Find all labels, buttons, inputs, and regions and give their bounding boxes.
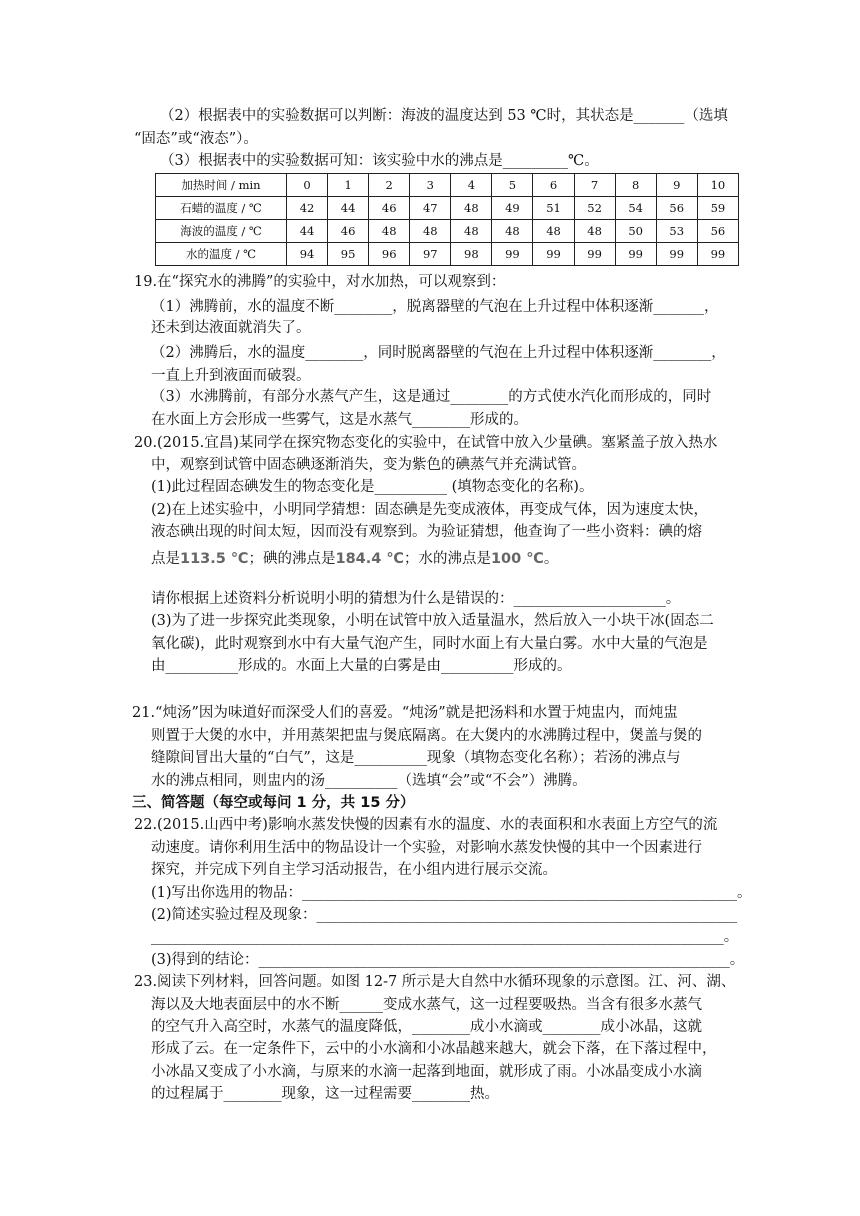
table-cell: 99	[615, 243, 656, 266]
q21-line3: 缝隙间冒出大量的“白气”，这是__________现象（填物态变化名称）；若汤的沸点与	[151, 750, 681, 766]
q18-part2-cont: “固态”或“液态”）。	[134, 131, 258, 147]
table-cell: 加热时间 / min	[156, 174, 287, 197]
table-cell: 48	[369, 220, 410, 243]
table-cell: 51	[533, 197, 574, 220]
table-cell: 48	[492, 220, 533, 243]
q23-line2: 海以及大地表面层中的水不断______变成水蒸气，这一过程要吸热。当含有很多水蒸气	[151, 997, 702, 1013]
text-span: ；碘的沸点是	[248, 551, 336, 567]
table-row	[156, 243, 739, 266]
table-cell: 48	[574, 220, 615, 243]
table-cell: 5	[492, 174, 533, 197]
q19-part2: （2）沸腾后，水的温度________，同时脱离器壁的气泡在上升过程中体积逐渐________，	[151, 345, 726, 361]
q22-line1: 22.(2015.山西中考)影响水蒸发快慢的因素有水的温度、水的表面积和水表面上方空气的流	[134, 817, 718, 833]
q20-part1: (1)此过程固态碘发生的物态变化是__________ (填物态变化的名称)。	[151, 479, 594, 495]
q20-part2-question: 请你根据上述资料分析说明小明的猜想为什么是错误的：_____________________。	[151, 591, 681, 607]
q23-line1: 23.阅读下列材料，回答问题。如图 12-7 所示是大自然中水循环现象的示意图。江、河、湖、	[134, 974, 736, 990]
table-cell: 99	[656, 243, 697, 266]
table-cell: 8	[615, 174, 656, 197]
q20-stem-cont: 中，观察到试管中固态碘逐渐消失，变为紫色的碘蒸气并充满试管。	[151, 457, 586, 473]
q20-part3-cont: 氧化碳)，此时观察到水中有大量气泡产生，同时水面上有大量白雾。水中大量的气泡是	[151, 636, 708, 652]
text-span: ；水的沸点是	[403, 551, 491, 567]
text-span: 。	[543, 551, 559, 567]
q20-part3: (3)为了进一步探究此类现象，小明在试管中放入适量温水，然后放入一小块干冰(固态二	[151, 613, 714, 629]
boiling-point-value: 184.4 ℃	[335, 551, 404, 567]
table-cell: 石蜡的温度 / ℃	[156, 197, 287, 220]
q20-part2-cont: 液态碘出现的时间太短，因而没有观察到。为验证猜想，他查询了一些小资料：碘的熔	[151, 524, 702, 540]
table-cell: 48	[533, 220, 574, 243]
q20-part3-cont2: 由__________形成的。水面上大量的白雾是由__________形成的。	[151, 658, 572, 674]
q18-part3: （3）根据表中的实验数据可知：该实验中水的沸点是_________℃。	[160, 153, 599, 169]
table-cell: 3	[410, 174, 451, 197]
q19-part1-cont: 还未到达液面就消失了。	[151, 320, 311, 336]
table-cell: 99	[533, 243, 574, 266]
table-cell: 54	[615, 197, 656, 220]
table-cell: 94	[287, 243, 328, 266]
table-cell: 47	[410, 197, 451, 220]
table-cell: 44	[287, 220, 328, 243]
q21-line2: 则置于大煲的水中，并用蒸架把盅与煲底隔离。在大煲内的水沸腾过程中，煲盖与煲的	[151, 728, 702, 744]
table-cell: 46	[369, 197, 410, 220]
table-cell: 49	[492, 197, 533, 220]
q22-line2: 动速度。请你利用生活中的物品设计一个实验，对影响水蒸发快慢的其中一个因素进行	[151, 840, 702, 856]
q22-part3: (3)得到的结论：_________________________________________________________________。	[151, 952, 745, 968]
table-cell: 1	[328, 174, 369, 197]
table-row	[156, 220, 739, 243]
table-cell: 56	[697, 220, 738, 243]
table-cell: 水的温度 / ℃	[156, 243, 287, 266]
table-cell: 44	[328, 197, 369, 220]
q20-stem: 20.(2015.宜昌)某同学在探究物态变化的实验中，在试管中放入少量碘。塞紧盖子放入热水	[134, 435, 718, 451]
table-cell: 52	[574, 197, 615, 220]
table-cell: 10	[697, 174, 738, 197]
table-cell: 9	[656, 174, 697, 197]
q22-part2: (2)简述实验过程及现象：__________________________________________________________	[151, 907, 738, 923]
table-cell: 48	[451, 220, 492, 243]
table-row	[156, 197, 739, 220]
q22-part2-cont: _______________________________________________________________________________。	[151, 929, 739, 945]
q19-part3-cont: 在水面上方会形成一些雾气，这是水蒸气________形成的。	[151, 412, 528, 428]
table-cell: 46	[328, 220, 369, 243]
table-cell: 50	[615, 220, 656, 243]
q19-part2-cont: 一直上升到液面而破裂。	[151, 368, 311, 384]
table-cell: 56	[656, 197, 697, 220]
table-cell: 59	[697, 197, 738, 220]
table-cell: 95	[328, 243, 369, 266]
table-cell: 4	[451, 174, 492, 197]
q21-line1: 21.“炖汤”因为味道好而深受人们的喜爱。“炖汤”就是把汤料和水置于炖盅内，而炖盅	[132, 705, 678, 721]
q20-part2: (2)在上述实验中，小明同学猜想：固态碘是先变成液体，再变成气体，因为速度太快，	[151, 502, 709, 518]
q19-part3: （3）水沸腾前，有部分水蒸气产生，这是通过________的方式使水汽化而形成的，同时	[151, 389, 712, 405]
table-cell: 98	[451, 243, 492, 266]
q23-line6: 的过程属于________现象，这一过程需要________热。	[151, 1086, 499, 1102]
table-cell: 7	[574, 174, 615, 197]
q22-line3: 探究，并完成下列自主学习活动报告，在小组内进行展示交流。	[151, 862, 557, 878]
table-cell: 53	[656, 220, 697, 243]
table-cell: 6	[533, 174, 574, 197]
table-row	[156, 174, 739, 197]
section-heading: 三、简答题（每空或每问 1 分，共 15 分）	[132, 795, 415, 811]
text-span: 点是	[151, 551, 180, 567]
table-cell: 48	[410, 220, 451, 243]
q23-line3: 的空气升入高空时，水蒸气的温度降低，________成小水滴或________成小冰晶，这就	[151, 1019, 702, 1035]
q20-data-line	[151, 549, 558, 569]
table-cell: 42	[287, 197, 328, 220]
table-cell: 99	[574, 243, 615, 266]
table-cell: 97	[410, 243, 451, 266]
table-cell: 48	[451, 197, 492, 220]
table-cell: 0	[287, 174, 328, 197]
q23-line5: 小冰晶又变成了小水滴，与原来的水滴一起落到地面，就形成了雨。小冰晶变成小水滴	[151, 1064, 702, 1080]
table-cell: 海波的温度 / ℃	[156, 220, 287, 243]
table-cell: 99	[492, 243, 533, 266]
water-boiling-value: 100 ℃	[490, 551, 544, 567]
q22-part1: (1)写出你选用的物品：____________________________________________________________。	[151, 885, 752, 901]
q19-stem: 19.在“探究水的沸腾”的实验中，对水加热，可以观察到：	[134, 274, 506, 290]
table-cell: 99	[697, 243, 738, 266]
q19-part1: （1）沸腾前，水的温度不断________，脱离器壁的气泡在上升过程中体积逐渐_______，	[151, 299, 719, 315]
data-table	[155, 173, 739, 266]
q21-line4: 水的沸点相同，则盅内的汤__________（选填“会”或“不会”）沸腾。	[151, 773, 587, 789]
q23-line4: 形成了云。在一定条件下，云中的小水滴和小冰晶越来越大，就会下落，在下落过程中，	[151, 1041, 717, 1057]
table-cell: 96	[369, 243, 410, 266]
melting-point-value: 113.5 ℃	[180, 551, 249, 567]
q18-part2: （2）根据表中的实验数据可以判断：海波的温度达到 53 ℃时，其状态是_______（选填	[160, 108, 728, 124]
table-cell: 2	[369, 174, 410, 197]
